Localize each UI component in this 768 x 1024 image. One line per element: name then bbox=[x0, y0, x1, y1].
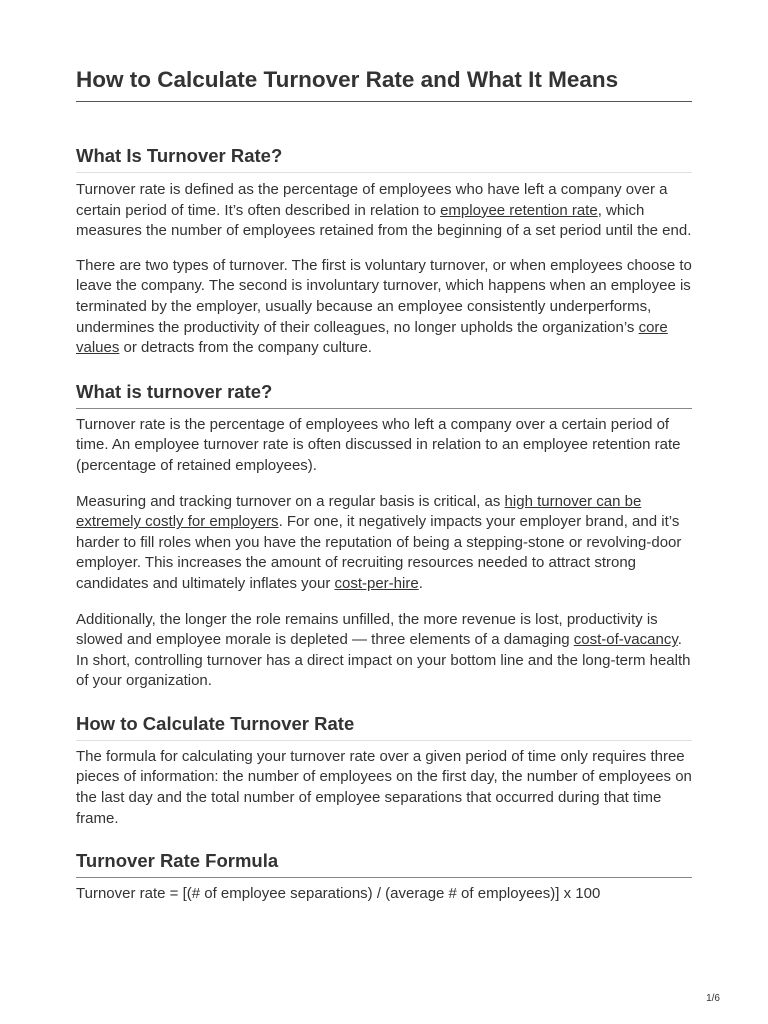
paragraph-text: or detracts from the company culture. bbox=[119, 339, 372, 357]
paragraph-text: Additionally, the longer the role remains unfilled, the more revenue is lost, productivity is slowed and employee morale is depleted — three elements of a damaging bbox=[76, 610, 658, 649]
link-cost-of-vacancy[interactable]: cost-of-vacancy bbox=[573, 631, 678, 649]
section-heading-turnover-rate-formula: Turnover Rate Formula bbox=[76, 849, 692, 878]
paragraph-cost-of-vacancy bbox=[76, 610, 692, 692]
page-title: How to Calculate Turnover Rate and What It Means bbox=[76, 0, 692, 102]
paragraph-types-of-turnover bbox=[76, 256, 692, 359]
link-high-turnover-costly[interactable]: high turnover can be extremely costly for employers bbox=[76, 492, 642, 531]
link-core-values[interactable]: core values bbox=[76, 318, 668, 357]
paragraph-measuring-turnover bbox=[76, 492, 692, 595]
paragraph-text: There are two types of turnover. The first is voluntary turnover, or when employees choose to leave the company. The second is involuntary turnover, which happens when an employee is terminated by the employer, usually because an employee consistently underperforms, undermines the productivity of their colleagues, no longer upholds the organization’s bbox=[76, 256, 692, 336]
document-page bbox=[76, 0, 692, 905]
paragraph-turnover-percentage: Turnover rate is the percentage of employees who left a company over a certain period of time. An employee turnover rate is often discussed in relation to an employee retention rate (percentage of retained employees). bbox=[76, 415, 681, 474]
link-cost-per-hire[interactable]: cost-per-hire bbox=[334, 574, 419, 592]
paragraph-definition bbox=[76, 180, 692, 242]
paragraph-text: . For one, it negatively impacts your employer brand, and it’s harder to fill roles when you have the reputation of being a stepping-stone or revolving-door employer. This increases the amount of recruiting resources needed to attract strong candidates and ultimately inflates your bbox=[76, 513, 682, 592]
paragraph-formula: Turnover rate = [(# of employee separations) / (average # of employees)] x 100 bbox=[76, 885, 601, 903]
paragraph-text: , which measures the number of employees retained from the beginning of a set period until the end. bbox=[76, 201, 692, 240]
section-heading-how-to-calculate: How to Calculate Turnover Rate bbox=[76, 712, 692, 741]
paragraph-text: . In short, controlling turnover has a direct impact on your bottom line and the long-term health of your organization. bbox=[76, 631, 691, 690]
paragraph-text: Measuring and tracking turnover on a regular basis is critical, as bbox=[76, 492, 505, 510]
page-number: 1/6 bbox=[706, 993, 720, 1004]
link-employee-retention-rate[interactable]: employee retention rate bbox=[440, 201, 598, 219]
paragraph-text: Turnover rate is defined as the percentage of employees who have left a company over a certain period of time. It’s often described in relation to bbox=[76, 181, 668, 219]
paragraph-formula-requirements: The formula for calculating your turnover rate over a given period of time only requires three pieces of information: the number of employees on the first day, the number of employees on the last day and the total number of employee separations that occurred during that time frame. bbox=[76, 747, 692, 827]
section-heading-what-is-turnover-rate: What Is Turnover Rate? bbox=[76, 144, 692, 173]
section-heading-what-is-turnover-rate-2: What is turnover rate? bbox=[76, 380, 692, 409]
paragraph-text: . bbox=[418, 574, 423, 592]
